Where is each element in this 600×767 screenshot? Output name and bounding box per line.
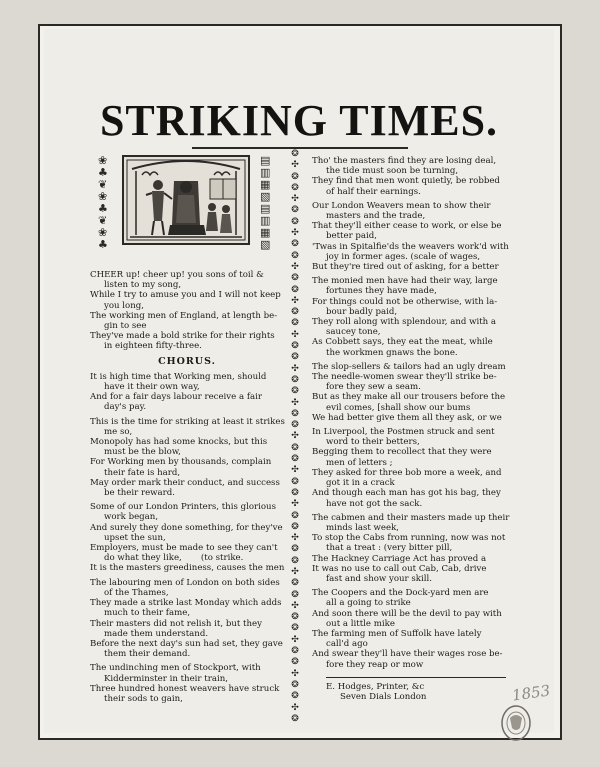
verse-line: me so,	[104, 426, 133, 437]
verse-line: For things could not be otherwise, with la-	[312, 296, 498, 307]
verse-line: work began,	[104, 512, 159, 523]
verse-line: minds last week,	[326, 522, 400, 533]
verse	[312, 588, 520, 670]
verse	[312, 276, 520, 358]
verse-line: gin to see	[104, 321, 147, 332]
verse-line: their fate is hard,	[104, 467, 181, 478]
verse-line: Some of our London Printers, this glorious	[90, 502, 276, 513]
verse-line: And though each man has got his bag, they	[312, 488, 501, 499]
verse-line: be their reward.	[104, 488, 175, 499]
chorus-verse	[90, 372, 284, 413]
verse-line: have not got the sack.	[326, 498, 423, 509]
verse	[90, 502, 284, 573]
verse-line: This is the time for striking at least it strikes	[90, 416, 285, 427]
verse-line: But they're tired out of asking, for a better	[312, 262, 499, 273]
verse-line: masters and the trade,	[326, 211, 426, 222]
verse-line: The cabmen and their masters made up their	[312, 512, 510, 523]
verse-line: The needle-women swear they'll strike be-	[312, 372, 497, 383]
verse	[312, 427, 520, 509]
verse-line: But as they make all our trousers before the	[312, 392, 506, 403]
verse-line: The undinching men of Stockport, with	[90, 663, 261, 674]
right-ornament-column: ▤ ▥ ▦ ▧ ▤ ▥ ▦ ▧	[260, 154, 271, 251]
handwritten-date: 1853	[510, 681, 552, 705]
broadside-sheet	[44, 29, 554, 733]
verse-line: They find that men wont quietly, be robbed	[312, 176, 500, 187]
verse-line: in eighteen fifty-three.	[104, 341, 202, 352]
page-title: STRIKING TIMES.	[99, 96, 499, 145]
verse-line: fast and show your skill.	[326, 573, 432, 584]
verse-line: They've made a bold strike for their rights	[90, 331, 275, 342]
verse-line: Tho' the masters find they are losing deal,	[312, 156, 497, 166]
verse-line: you long,	[104, 300, 144, 311]
verse-line: 'Twas in Spitalfie'ds the weavers work'd with	[312, 241, 509, 252]
verse-line: It is the masters greediness, causes the men	[90, 563, 285, 574]
imprint-rule	[326, 677, 506, 678]
verse-line: better paid,	[326, 231, 378, 242]
verse-line: And soon there will be the devil to pay with	[312, 608, 502, 619]
verse	[312, 156, 520, 197]
verse-line: As Cobbett says, they eat the meat, while	[312, 337, 493, 348]
verse-line: The Hackney Carriage Act has proved a	[312, 553, 487, 564]
verse	[312, 201, 520, 272]
verse-line: And swear they'll have their wages rose be-	[312, 649, 503, 660]
verse	[312, 513, 520, 584]
verse-line: all a going to strike	[326, 598, 411, 609]
verse-line: the workmen gnaws the bone.	[326, 347, 458, 358]
verse-line: of the Thames,	[104, 587, 169, 598]
verse-line: While I try to amuse you and I will not keep	[90, 290, 281, 301]
verse-line: Begging them to recollect that they were	[312, 447, 492, 458]
verse-line: got it in a crack	[326, 478, 395, 489]
imprint-line: Seven Dials London	[340, 691, 427, 702]
verse-line: They made a strike last Monday which adds	[90, 598, 282, 609]
woodcut-illustration	[122, 155, 250, 245]
verse-line: Before the next day's sun had set, they gave	[90, 638, 283, 649]
verse-line: listen to my song,	[104, 280, 182, 291]
chorus-heading: CHORUS.	[158, 355, 216, 367]
verse-line: The Coopers and the Dock-yard men are	[312, 588, 489, 599]
verse-line: Kidderminster in their train,	[104, 673, 228, 684]
right-text-column	[312, 156, 520, 702]
column-divider-ornament: ❂ ✣ ❂ ❂ ✣ ❂ ❂ ✣ ❂ ❂ ✣ ❂ ❂ ✣ ❂ ❂ ✣ ❂ ❂ ✣ ❂ ❂ ✣ ❂ ❂ ✣ ❂ ❂ ✣ ❂ ❂ ✣ ❂ ❂ ✣ ❂ ❂ ✣ ❂ ❂ ✣ ❂ ❂ ✣ ❂ ❂ ✣ ❂ ❂ ✣ ❂	[291, 149, 299, 724]
verse-line: Monopoly has had some knocks, but this	[90, 437, 268, 448]
verse-line-part: do what they like,	[104, 553, 182, 564]
verse-line: much to their fame,	[104, 608, 191, 619]
verse-line: To stop the Cabs from running, now was not	[312, 533, 506, 544]
verse-line: men of letters ;	[326, 457, 393, 468]
left-ornament-column: ❀ ♣ ❦ ❀ ♣ ❦ ❀ ♣	[98, 154, 108, 251]
verse-line: that a treat : (very bitter pill,	[326, 543, 453, 554]
verse-line: them their demand.	[104, 649, 191, 660]
verse-line: It is high time that Working men, should	[90, 371, 267, 382]
verse-line: day's pay.	[104, 402, 147, 413]
verse-line: That they'll either cease to work, or else be	[312, 221, 502, 232]
verse-line: of half their earnings.	[326, 186, 421, 197]
verse-line: Our London Weavers mean to show their	[312, 200, 491, 211]
verse-line: bour badly paid,	[326, 306, 398, 317]
verse-line: And for a fair days labour receive a fair	[90, 392, 262, 403]
verse	[90, 417, 284, 499]
verse-line: word to their betters,	[326, 437, 420, 448]
verse-line: fore they reap or mow	[326, 659, 424, 670]
broadside-frame	[38, 24, 562, 740]
verse	[90, 663, 284, 704]
verse-line: have it their own way,	[104, 382, 200, 393]
verse-line: For Working men by thousands, complain	[90, 457, 272, 468]
verse	[90, 270, 284, 352]
verse-line: The working men of England, at length be-	[90, 310, 278, 321]
verse	[90, 578, 284, 660]
verse-line: evil comes, [shall show our bums	[326, 402, 471, 413]
verse-line: They roll along with splendour, and with a	[312, 317, 497, 328]
verse-line: Employers, must be made to see they can't	[90, 543, 278, 554]
verse	[312, 362, 520, 423]
left-text-column	[90, 270, 284, 704]
verse-line: joy in former ages. (scale of wages,	[326, 251, 481, 262]
verse-line: made them understand.	[104, 628, 209, 639]
verse-line: call'd ago	[326, 639, 368, 650]
verse-line: And surely they done something, for they've	[90, 522, 283, 533]
verse-line: The monied men have had their way, large	[312, 276, 498, 287]
imprint-line: E. Hodges, Printer, &c	[326, 681, 425, 692]
verse-line: fore they sew a seam.	[326, 382, 421, 393]
verse-line: the tide must soon be turning,	[326, 166, 459, 177]
verse-line: upset the sun,	[104, 532, 166, 543]
verse-line: The slop-sellers & tailors had an ugly dream	[312, 361, 506, 372]
verse-line: their sods to gain,	[104, 693, 183, 704]
verse-line: must be the blow,	[104, 447, 181, 458]
verse-line: The labouring men of London on both sides	[90, 577, 280, 588]
library-stamp-icon	[500, 704, 532, 742]
verse-line: In Liverpool, the Postmen struck and sent	[312, 427, 495, 438]
verse-line: saucey tone,	[326, 327, 381, 338]
verse-line: We had better give them all they ask, or we	[312, 412, 502, 423]
verse-line: It was no use to call out Cab, Cab, drive	[312, 563, 487, 574]
verse-line: The farming men of Suffolk have lately	[312, 628, 482, 639]
printer-imprint	[312, 682, 520, 702]
verse-line	[90, 553, 284, 563]
verse-line: out a little mike	[326, 618, 395, 629]
verse-line: Three hundred honest weavers have struck	[90, 683, 280, 694]
verse-line: fortunes they have made,	[326, 286, 437, 297]
verse-line-part: (to strike.	[200, 553, 244, 564]
verse-line: May order mark their conduct, and success	[90, 477, 280, 488]
verse-line: They asked for three bob more a week, and	[312, 467, 502, 478]
verse-line: Their masters did not relish it, but they	[90, 618, 262, 629]
verse-line: CHEER up! cheer up! you sons of toil &	[90, 270, 264, 280]
